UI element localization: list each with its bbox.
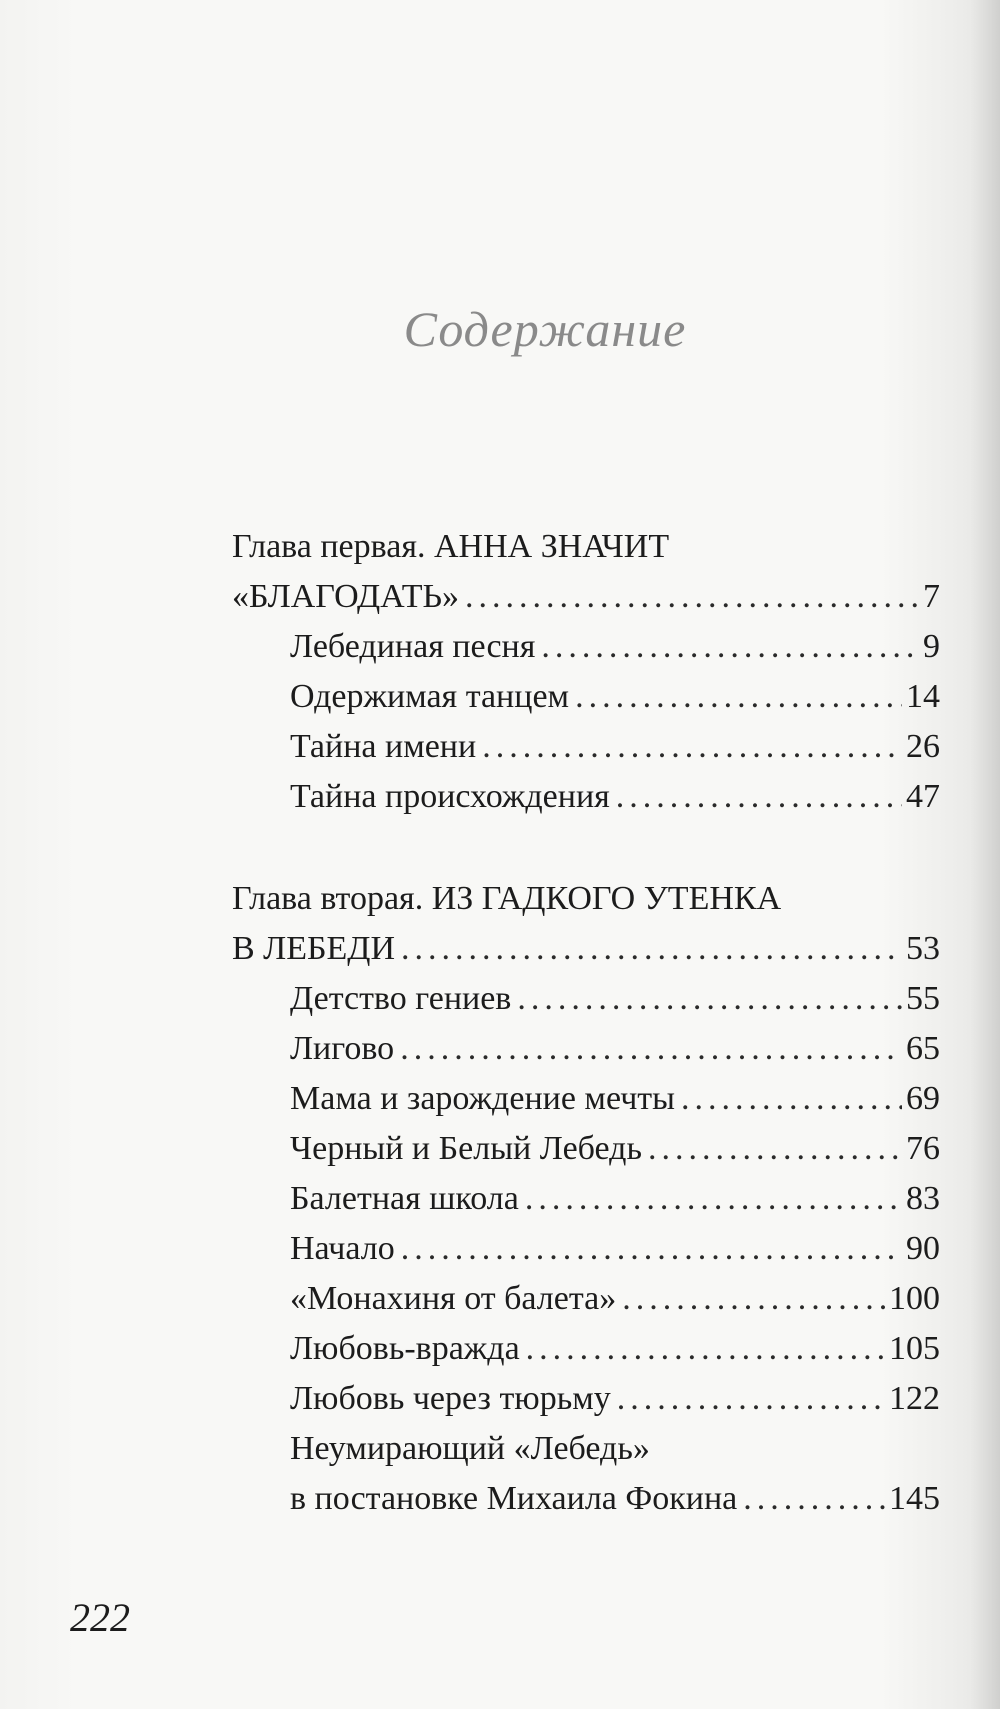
toc-entry[interactable] [232, 1224, 940, 1274]
toc-entry[interactable] [232, 1474, 940, 1524]
toc-entry[interactable] [232, 772, 940, 822]
toc-entry-chapter-1[interactable] [232, 572, 940, 622]
page-edge-shadow [970, 0, 1000, 1709]
dot-leader [648, 1124, 902, 1174]
toc-entry[interactable] [232, 622, 940, 672]
section-title: Тайна происхождения [290, 778, 610, 815]
page-ref: 47 [906, 778, 940, 815]
dot-leader [622, 1274, 885, 1324]
page-ref: 55 [906, 980, 940, 1017]
dot-leader [400, 1024, 902, 1074]
dot-leader [743, 1474, 885, 1524]
table-of-contents [232, 522, 940, 1576]
toc-entry[interactable] [232, 974, 940, 1024]
toc-entry[interactable] [232, 1024, 940, 1074]
section-title-continuation: в постановке Михаила Фокина [290, 1480, 738, 1517]
toc-entry[interactable] [232, 1374, 940, 1424]
page-ref: 145 [889, 1480, 940, 1517]
section-title: Балетная школа [290, 1180, 519, 1217]
toc-entry-chapter-2[interactable] [232, 924, 940, 974]
chapter-2 [232, 874, 940, 1524]
page-ref: 100 [889, 1280, 940, 1317]
toc-entry[interactable] [232, 672, 940, 722]
dot-leader [465, 572, 919, 622]
dot-leader [482, 722, 902, 772]
page-ref: 65 [906, 1030, 940, 1067]
section-title: Одержимая танцем [290, 678, 570, 715]
page-ref: 90 [906, 1230, 940, 1267]
section-title: Тайна имени [290, 728, 477, 765]
dot-leader [526, 1324, 885, 1374]
toc-entry[interactable] [232, 1074, 940, 1124]
toc-entry[interactable] [232, 1274, 940, 1324]
page-number: 222 [70, 1595, 130, 1640]
chapter-heading-continuation: В ЛЕБЕДИ [232, 930, 396, 967]
toc-entry[interactable] [232, 1174, 940, 1224]
dot-leader [525, 1174, 902, 1224]
toc-entry[interactable] [232, 1124, 940, 1174]
toc-entry[interactable] [232, 1324, 940, 1374]
section-title: «Монахиня от балета» [290, 1280, 617, 1317]
page-ref: 9 [923, 628, 940, 665]
section-title: Черный и Белый Лебедь [290, 1130, 642, 1167]
section-title-line: Неумирающий «Лебедь» [290, 1430, 650, 1467]
page-ref: 53 [906, 930, 940, 967]
page-ref: 26 [906, 728, 940, 765]
section-title: Любовь-вражда [290, 1330, 520, 1367]
section-title: Начало [290, 1230, 395, 1267]
toc-entry[interactable] [232, 722, 940, 772]
chapter-heading-continuation: «БЛАГОДАТЬ» [232, 578, 460, 615]
dot-leader [575, 672, 902, 722]
section-title: Детство гениев [290, 980, 512, 1017]
dot-leader [681, 1074, 902, 1124]
section-title: Любовь через тюрьму [290, 1380, 611, 1417]
page-ref: 83 [906, 1180, 940, 1217]
dot-leader [517, 974, 902, 1024]
dot-leader [401, 1224, 902, 1274]
dot-leader [541, 622, 919, 672]
page-ref: 7 [923, 578, 940, 615]
dot-leader [616, 772, 902, 822]
chapter-heading-line: Глава первая. АННА ЗНАЧИТ [232, 528, 670, 565]
section-title: Лебединая песня [290, 628, 536, 665]
page-ref: 69 [906, 1080, 940, 1117]
page-title: Содержание [403, 301, 687, 357]
dot-leader [617, 1374, 885, 1424]
page-ref: 14 [906, 678, 940, 715]
page-ref: 122 [889, 1380, 940, 1417]
chapter-heading-line: Глава вторая. ИЗ ГАДКОГО УТЕНКА [232, 880, 782, 917]
page-ref: 105 [889, 1330, 940, 1367]
page-ref: 76 [906, 1130, 940, 1167]
chapter-1 [232, 522, 940, 822]
section-title: Лигово [290, 1030, 395, 1067]
dot-leader [401, 924, 902, 974]
section-title: Мама и зарождение мечты [290, 1080, 675, 1117]
